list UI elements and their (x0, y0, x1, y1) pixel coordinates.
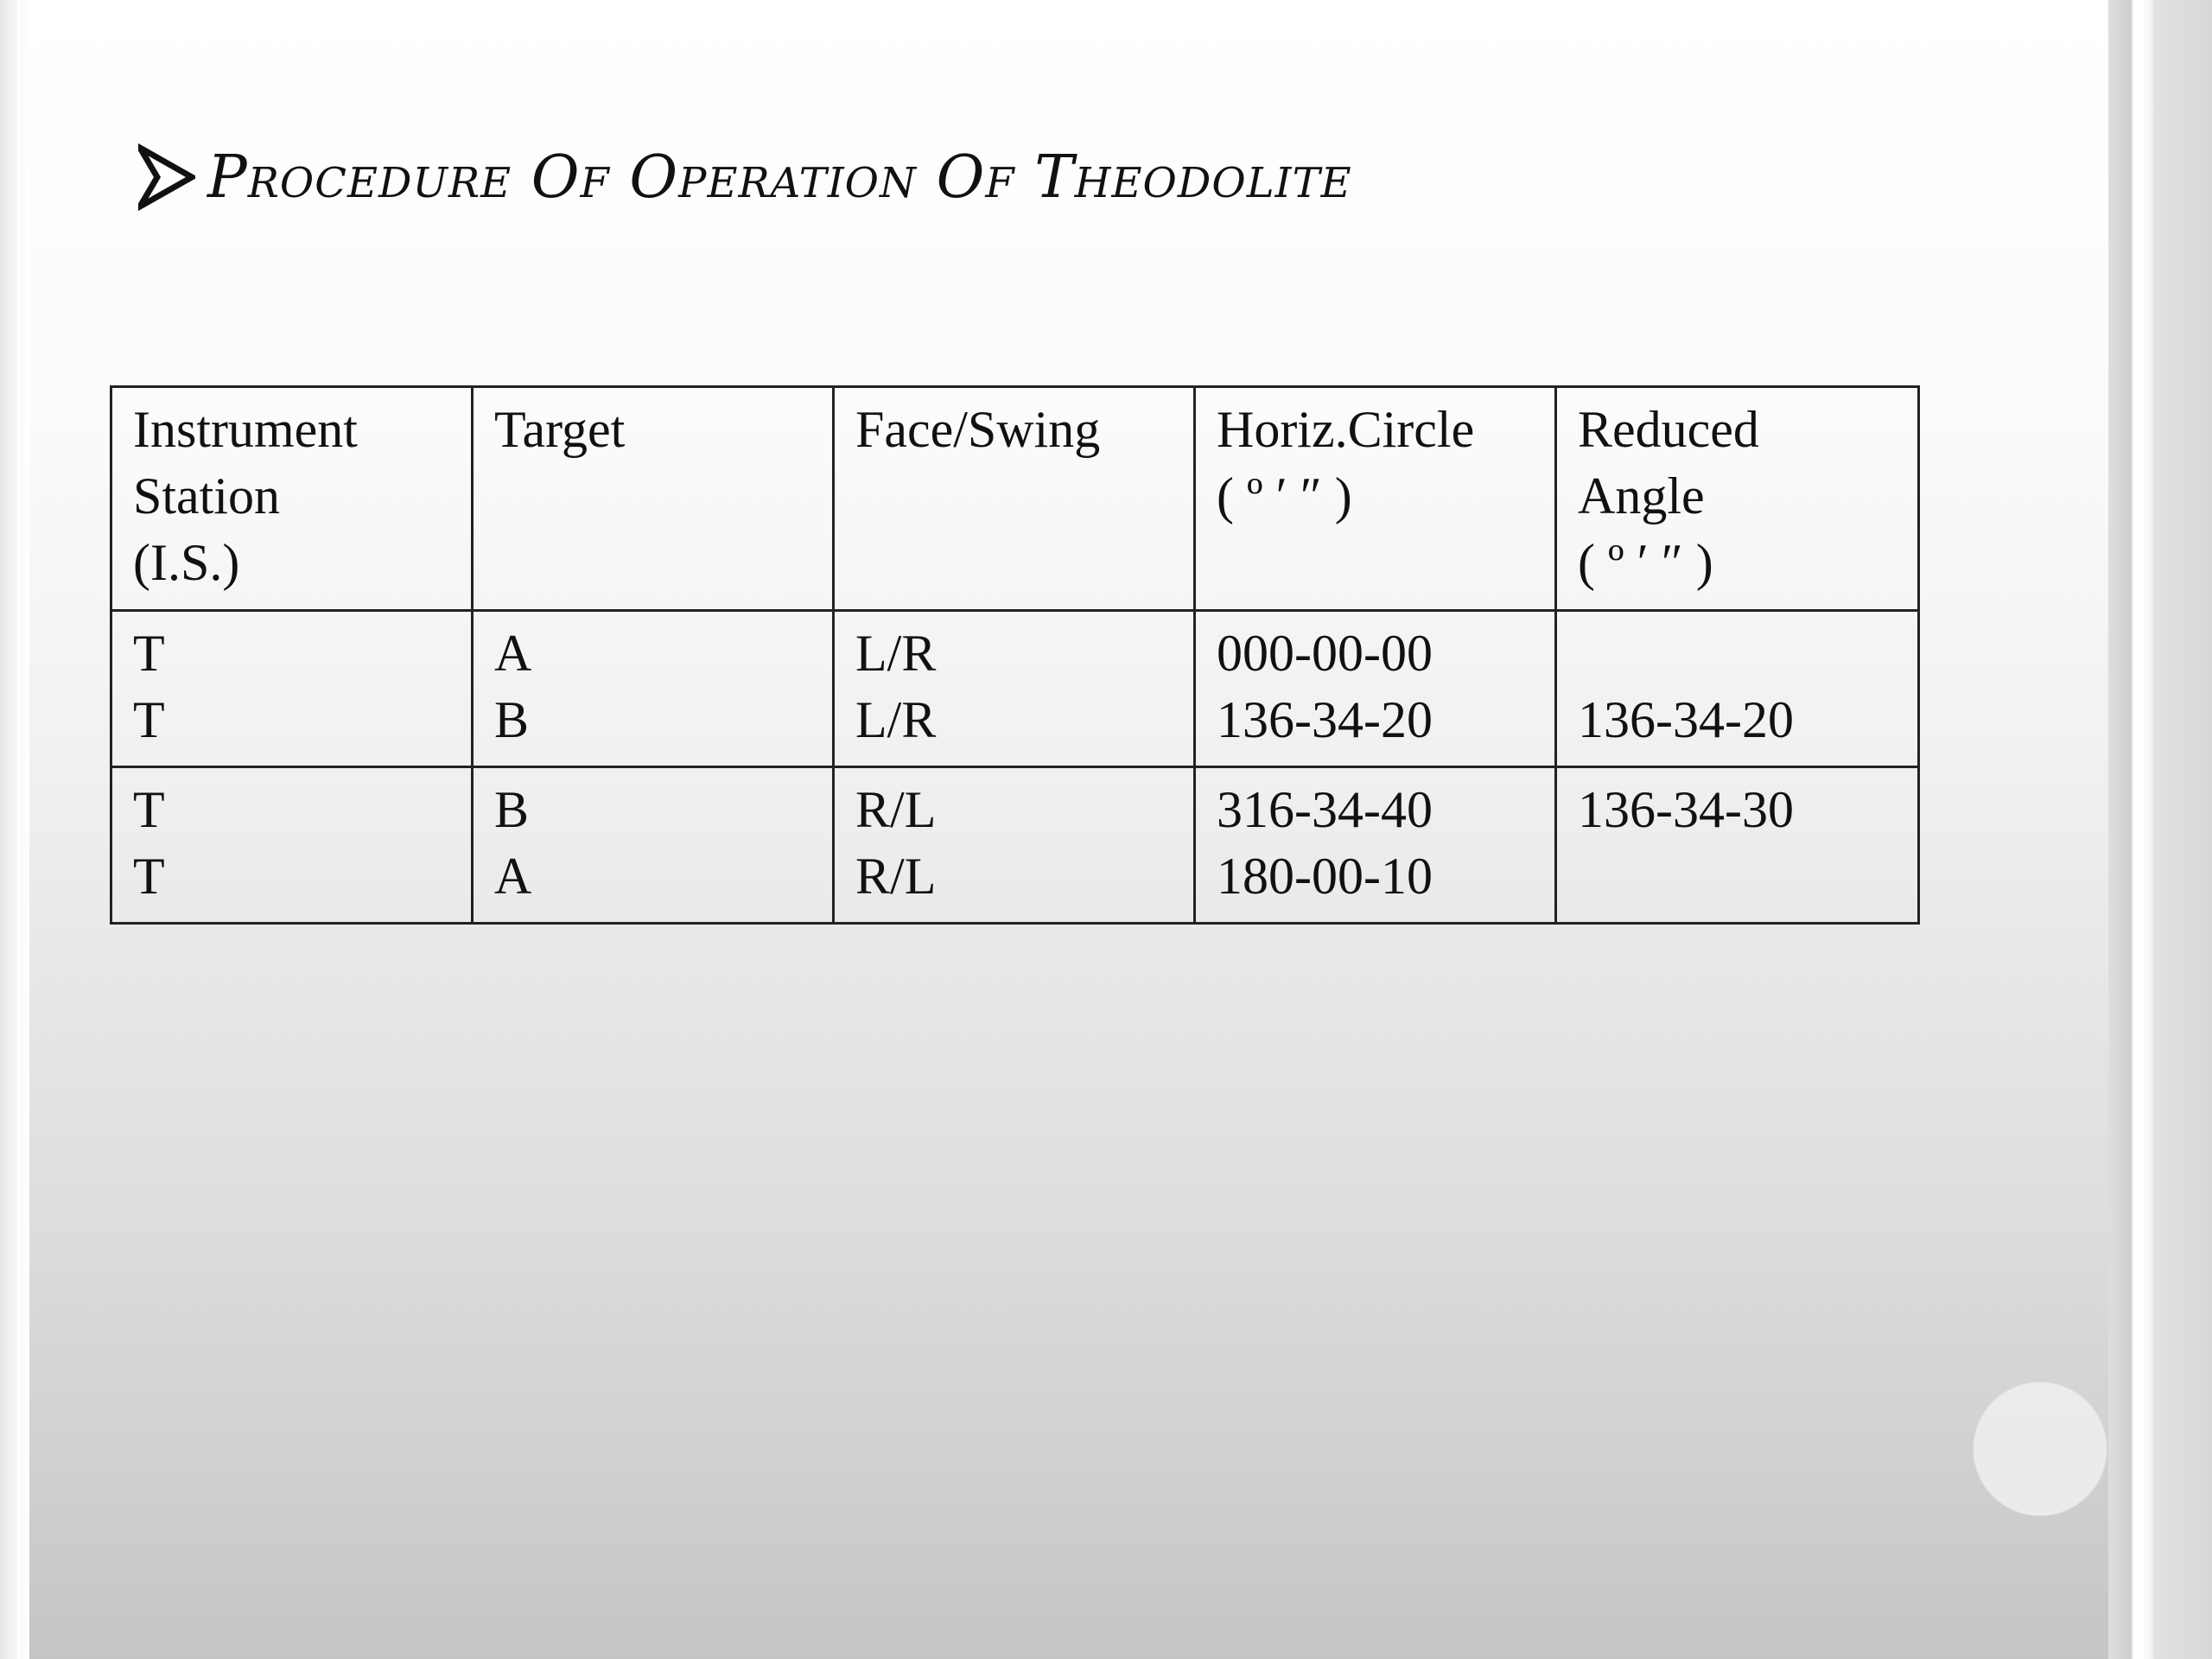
cell-instrument-station (111, 611, 473, 767)
slide-left-edge (0, 0, 29, 1659)
cell-line: B (494, 781, 530, 838)
header-line: Target (494, 401, 626, 458)
header-line: Face/Swing (855, 401, 1101, 458)
header-line: Horiz.Circle (1217, 401, 1475, 458)
cell-horiz-circle (1195, 611, 1556, 767)
theodolite-readings-table (110, 385, 1920, 925)
cell-target (473, 767, 834, 924)
header-target (473, 387, 834, 611)
cell-line: 136-34-20 (1578, 691, 1794, 748)
cell-horiz-circle (1195, 767, 1556, 924)
cell-line: A (494, 848, 532, 905)
cell-line (1578, 843, 1897, 910)
cell-line: R/L (855, 781, 937, 838)
table-row (111, 767, 1919, 924)
cell-target (473, 611, 834, 767)
header-line: Reduced (1578, 401, 1759, 458)
cell-line: B (494, 691, 530, 748)
cell-line: 000-00-00 (1217, 625, 1433, 682)
cell-line: T (133, 625, 165, 682)
cell-line: T (133, 691, 165, 748)
header-face-swing (834, 387, 1195, 611)
cell-instrument-station (111, 767, 473, 924)
slide-title (138, 130, 1352, 225)
cell-reduced-angle (1556, 767, 1919, 924)
cell-line: L/R (855, 691, 937, 748)
cell-line: T (133, 781, 165, 838)
decorative-circle (1974, 1382, 2107, 1516)
header-line: ( º ′ ″ ) (1217, 467, 1352, 524)
table-row (111, 611, 1919, 767)
cell-line: 180-00-10 (1217, 848, 1433, 905)
header-horiz-circle (1195, 387, 1556, 611)
cell-face-swing (834, 767, 1195, 924)
cell-line: T (133, 848, 165, 905)
table-header-row (111, 387, 1919, 611)
header-line: ( º ′ ″ ) (1578, 534, 1713, 591)
cell-line: 136-34-30 (1578, 781, 1794, 838)
cell-line: 136-34-20 (1217, 691, 1433, 748)
cell-reduced-angle (1556, 611, 1919, 767)
header-line: Station (133, 467, 281, 524)
cell-line (1578, 620, 1897, 687)
cell-face-swing (834, 611, 1195, 767)
cell-line: L/R (855, 625, 937, 682)
header-line: Angle (1578, 467, 1705, 524)
cell-line: R/L (855, 848, 937, 905)
arrowhead-bullet-icon (138, 143, 195, 212)
header-reduced-angle (1556, 387, 1919, 611)
header-instrument-station (111, 387, 473, 611)
cell-line: A (494, 625, 532, 682)
cell-line: 316-34-40 (1217, 781, 1433, 838)
slide-title-text: Procedure Of Operation Of Theodolite (207, 143, 1352, 212)
slide-right-frame (2108, 0, 2212, 1659)
header-line: (I.S.) (133, 534, 240, 591)
header-line: Instrument (133, 401, 358, 458)
